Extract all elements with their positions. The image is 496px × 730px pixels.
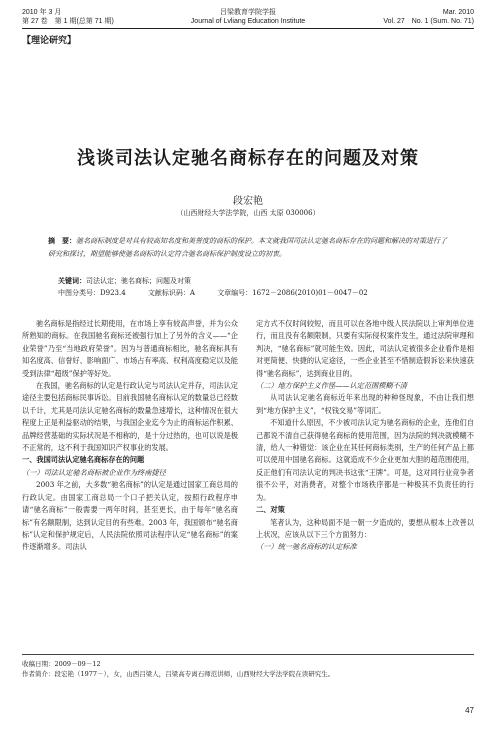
page-number: 47	[465, 706, 474, 715]
footnote	[22, 654, 474, 679]
keywords-label: 关键词：	[58, 276, 86, 285]
article-title: 浅谈司法认定驰名商标存在的问题及对策	[77, 148, 419, 168]
keywords	[58, 276, 448, 286]
paragraph: 定方式不仅时间较短，而且可以在各地中级人民法院以上审判单位进行，而且没有名额限制，只要有实际侵权案件发生，通过法院审理和判决，“驰名商标”就可能生效。因此，司法认定被很多企业看作是相对更简便、快捷的认定途径，一些企业甚至不惜制造假诉讼来快速获得“驰名商标”，达到商业目的。	[256, 319, 474, 378]
header-rule	[22, 28, 474, 29]
classification-line	[58, 288, 474, 298]
header-right-line2: Vol. 27 No. 1 (Sum. No. 71)	[383, 18, 474, 25]
paragraph: 2003 年之前，大多数“驰名商标”的认定是通过国家工商总局的行政认定。由国家工商总局一个口子把关认定，按照行政程序申请“驰名商标”一般需要一两年时间，甚至更长，由于每年“驰名商标”有名额限制，达到认定目的有些难。2003 年，我国颁布“驰名商标”认定和保护规定后，人民法院依照司法程序认定“驰名商标”的案件逐渐增多。司法认	[22, 480, 238, 552]
abstract	[48, 234, 448, 261]
paragraph: 从司法认定驰名商标近年来出现的种种怪现象，不由让我们想到“地方保护主义”，“权钱交易”等词汇。	[256, 393, 474, 415]
paragraph: 不知道什么原因，不少被司法认定为驰名商标的企业，连他们自己都说不清自己获得驰名商标的使用范围，因为法院的判决就模糊不清，给人一种错觉：该企业在其任何商标类别，生产的任何产品上都可以使用中国驰名商标。这就造成不少企业更加大胆的超范围使用，反正他们有司法认定的判决书这张“王牌”。可是，这对同行业竞争者很不公平，对消费者，对整个市场秩序都是一种极其不负责任的行为。	[256, 418, 474, 502]
abstract-text: 驰名商标制度是对具有较高知名度和美誉度的商标的保护。本文就我国司法认定驰名商标存在的问题和解决的对策进行了研究和探讨，期望能够使驰名商标的认定符合驰名商标保护制度设立的初衷。	[48, 237, 447, 258]
paragraph: 驰名商标是指经过长期使用，在市场上享有较高声誉，并为公众所熟知的商标。在我国驰名商标还被强行加上了另外的含义——“企业荣誉”乃至“当地政府荣誉”。因为与普通商标相比，驰名商标具有知名度高、信誉好、影响面广、市场占有率高、权利高度稳定以及能受到法律“超级”保护等好处。	[22, 319, 238, 378]
header-left-line1: 2010 年 3 月	[22, 9, 62, 16]
article-number: 文章编号：1672－2086(2010)01－0047－02	[217, 289, 368, 297]
section-tag: 【理论研究】	[22, 36, 77, 46]
paragraph: 在我国，驰名商标的认定是行政认定与司法认定并存，司法认定途径主要包括商标民事诉讼。目前我国驰名商标认定的数量总已经数以千计，尤其是司法认定驰名商标的数量急速增长，这种情况在很大程度上正是利益驱动的结果，与我国企业迄今为止的商标运作积累、品牌经营基础的实际状况是不相称的，是十分过热的，也可以说是极不正常的，这不利于我国知识产权事业的发展。	[22, 381, 238, 453]
keywords-text: 司法认定；驰名商标；问题及对策	[86, 277, 191, 285]
subsection-heading: （一）统一驰名商标的认定标准	[256, 542, 357, 552]
header-journal-en: Journal of Lvliang Education Institute	[190, 18, 306, 25]
subsection-heading: （二）地方保护主义作怪——认定范围模糊不清	[256, 381, 407, 391]
author-affiliation: （山西财经大学法学院，山西 太原 030006）	[176, 209, 320, 217]
document-code: 文献标识码：A	[147, 289, 195, 297]
author-bio: 作者简介：段宏艳（1977－），女，山西吕梁人，吕梁高专离石师范讲师，山西财经大学法学院在读研究生。	[22, 670, 335, 678]
clc-number: 中图分类号：D923.4	[58, 289, 126, 297]
header-right-line1: Mar. 2010	[442, 9, 474, 16]
body-column-right	[256, 318, 474, 554]
received-date: 收稿日期：2009－09－12	[22, 660, 101, 668]
header-journal-cn: 吕梁教育学院学报	[220, 9, 276, 16]
section-heading: 一、我国司法认定驰名商标存在的问题	[22, 455, 145, 465]
paragraph: 笔者认为，这种局面不是一朝一夕造成的，要想从根本上改善以上状况，应该从以下三个方面努力：	[256, 517, 474, 539]
author-name: 段宏艳	[233, 196, 263, 207]
subsection-heading: （一）司法认定驰名商标被企业作为终南捷径	[22, 467, 166, 477]
body-column-left	[22, 318, 238, 554]
abstract-label: 摘 要：	[48, 236, 76, 245]
header-left-line2: 第 27 卷 第 1 期(总第 71 期)	[22, 18, 114, 25]
section-heading: 二、对策	[256, 505, 285, 515]
